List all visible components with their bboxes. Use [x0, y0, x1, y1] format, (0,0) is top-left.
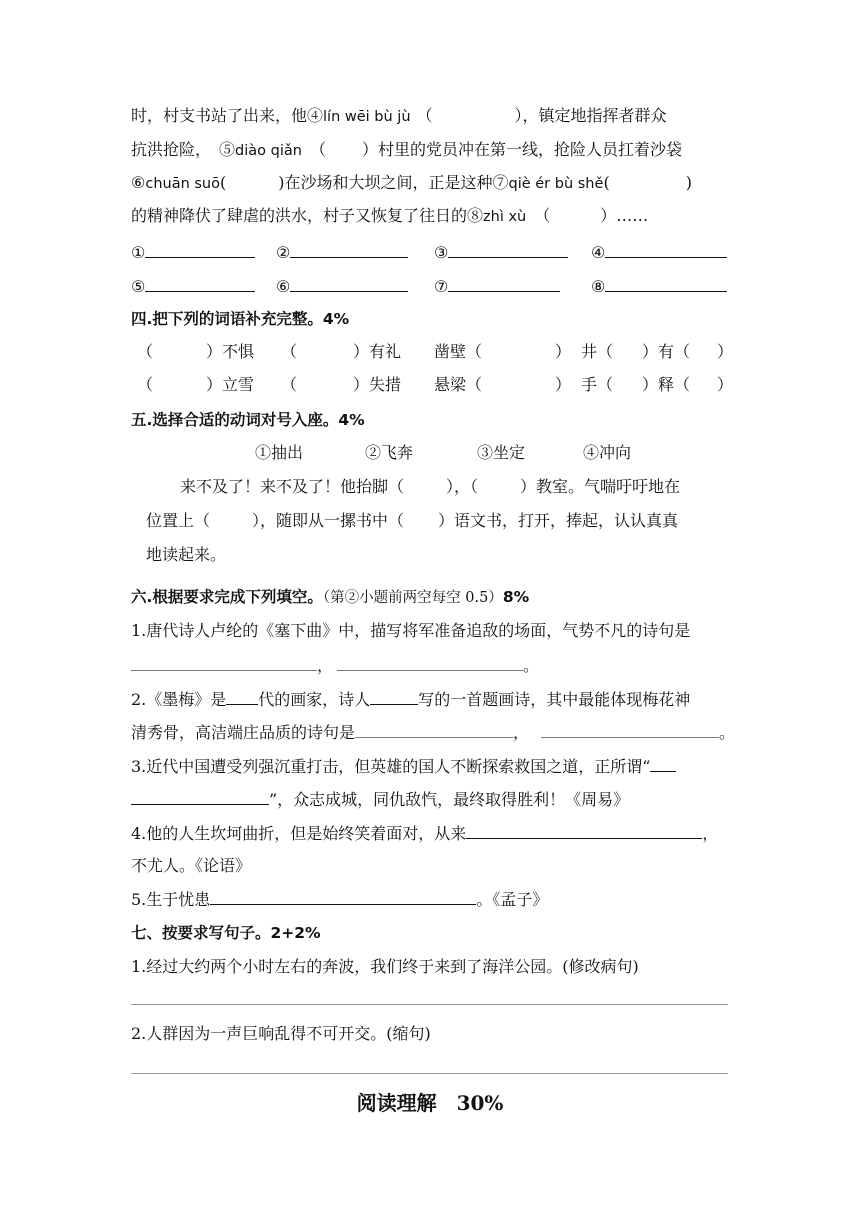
passage-line-1: 时，村支书站了出来，他④lín wēi bù jù （ ），镇定地指挥者群众: [131, 106, 667, 125]
verb-passage-line-3: 地读起来。: [146, 545, 227, 564]
answer-blank-3[interactable]: [448, 242, 568, 258]
option-4: ④冲向: [583, 443, 632, 462]
section-6-heading: 六.根据要求完成下列填空。（第②小题前两空每空 0.5）8%: [131, 588, 530, 606]
answer-blank-4[interactable]: [605, 242, 727, 258]
answer-blank-5[interactable]: [145, 276, 255, 292]
rewrite-q2: 2.人群因为一声巨响乱得不可开交。(缩句): [131, 1024, 431, 1043]
fill-q4-line-2: 不尤人。《论语》: [131, 856, 252, 875]
section-5-heading: 五.选择合适的动词对号入座。4%: [131, 411, 365, 429]
fill-q3-line-2: ”，众志成城，同仇敌忾，最终取得胜利！《周易》: [131, 789, 731, 810]
section-7-heading: 七、按要求写句子。2+2%: [131, 924, 321, 942]
fill-q2-line-2: 清秀骨，高洁端庄品质的诗句是 ， 。: [131, 723, 736, 742]
reading-section-title: 阅读理解 30%: [356, 1091, 504, 1115]
pinyin-4: lín wēi bù jù: [323, 109, 411, 125]
fill-q1-line-1: 1.唐代诗人卢纶的《塞下曲》中，描写将军准备追敌的场面，气势不凡的诗句是: [131, 621, 691, 640]
answer-blank-2[interactable]: [290, 242, 408, 258]
fill-q3-line-1: 3.近代中国遭受列强沉重打击，但英雄的国人不断探索救国之道，正所谓“: [131, 756, 731, 777]
option-2: ②飞奔: [365, 443, 414, 462]
fill-q2-blank-1[interactable]: [355, 722, 513, 738]
fill-q2-blank-poet[interactable]: [370, 689, 418, 705]
answer-blank-7[interactable]: [448, 276, 560, 292]
fill-q1-blank-1[interactable]: [131, 655, 317, 671]
pinyin-8: zhì xù: [483, 209, 527, 225]
fill-q2-line-1: 2.《墨梅》是 代的画家，诗人 写的一首题画诗，其中最能体现梅花神: [131, 690, 691, 709]
fill-q2-blank-2[interactable]: [541, 722, 719, 738]
rewrite-q1-answer-line[interactable]: [131, 1004, 728, 1005]
verb-passage-line-1: 来不及了！来不及了！他抬脚（ ），（ ）教室。气喘吁吁地在: [180, 477, 681, 496]
pinyin-5: diào qiǎn: [235, 143, 302, 159]
section-4-heading: 四.把下列的词语补充完整。4%: [131, 310, 350, 328]
fill-q2-blank-dynasty[interactable]: [226, 689, 258, 705]
passage-line-3: ⑥chuān suō( )在沙场和大坝之间，正是这种⑦qiè ér bù shě( ): [131, 173, 692, 192]
verb-passage-line-2: 位置上（ ），随即从一摞书中（ ）语文书，打开，捧起，认认真真: [146, 511, 679, 530]
pinyin-6: chuān suō: [145, 176, 220, 192]
fill-q3-blank[interactable]: [131, 789, 269, 805]
rewrite-q2-answer-line[interactable]: [131, 1073, 728, 1074]
fill-q1-line-2: ， 。: [131, 655, 731, 676]
passage-line-4: 的精神降伏了肆虐的洪水，村子又恢复了往日的⑧zhì xù （ ）……: [131, 206, 649, 225]
answer-blank-6[interactable]: [290, 276, 408, 292]
fill-q4-blank[interactable]: [466, 823, 702, 839]
option-1: ①抽出: [255, 443, 304, 462]
pinyin-7: qiè ér bù shě: [508, 176, 604, 192]
exam-page: 时，村支书站了出来，他④lín wēi bù jù （ ），镇定地指挥者群众 抗洪抢险， ⑤diào qiǎn （ ）村里的党员冲在第一线，抢险人员扛着沙袋 ⑥chuān suō( )在沙场和大坝之间，正是这种⑦qiè ér bù shě( ) 的精神降伏了肆虐的洪水，村子又恢复了往日的⑧zhì xù （ ）…… ① ② ③ ④ ⑤ ⑥ ⑦ ⑧ 四.把下列的词语补充完整。4% （ ）不惧 （ ）有礼 凿壁（ ） 井（ ）有（ ） （ ）立雪 （ ）失措 悬梁（ ） 手（ ）释（ ） 五.选择合适的动词对号入座。4% ①抽出 ②飞奔 ③坐定 ④冲向 来不及了！来不及了！他抬脚（ ），（ ）教室。气喘吁吁地在 位置上（ ），随即从一摞书中（ ）语文书，打开，捧起，认认真真 地读起来。 六.根据要求完成下列填空。（第②小题前两空每空 0.5）8% 1.唐代诗人卢纶的《塞下曲》中，描写将军准备追敌的场面，气势不凡的诗句是 ， 。 2.《墨梅》是 代的画家，诗人 写的一首题画诗，其中最能体现梅花神 清秀骨，高洁端庄品质的诗句是 ， 。 3.近代中国遭受列强沉重打击，但英雄的国人不断探索救国之道，正所谓“ ”，众志成城，同仇敌忾，最终取得胜利！《周易》 4.他的人生坎坷曲折，但是始终笑着面对，从来 ， 不尤人。《论语》 5.生于忧患 。《孟子》 七、按要求写句子。2+2% 1.经过大约两个小时左右的奔波，我们终于来到了海洋公园。(修改病句) 2.人群因为一声巨响乱得不可开交。(缩句) 阅读理解 30%: [0, 0, 860, 1216]
fill-q5-line: 5.生于忧患 。《孟子》: [131, 890, 549, 909]
answer-blank-8[interactable]: [605, 276, 727, 292]
fill-q5-blank[interactable]: [210, 889, 476, 905]
fill-q3-blank-start[interactable]: [650, 756, 676, 772]
answer-blank-1[interactable]: [145, 242, 255, 258]
passage-line-2: 抗洪抢险， ⑤diào qiǎn （ ）村里的党员冲在第一线，抢险人员扛着沙袋: [131, 140, 682, 159]
fill-q4-line-1: 4.他的人生坎坷曲折，但是始终笑着面对，从来 ，: [131, 824, 719, 843]
fill-q1-blank-2[interactable]: [337, 655, 523, 671]
option-3: ③坐定: [477, 443, 526, 462]
rewrite-q1: 1.经过大约两个小时左右的奔波，我们终于来到了海洋公园。(修改病句): [131, 957, 639, 976]
